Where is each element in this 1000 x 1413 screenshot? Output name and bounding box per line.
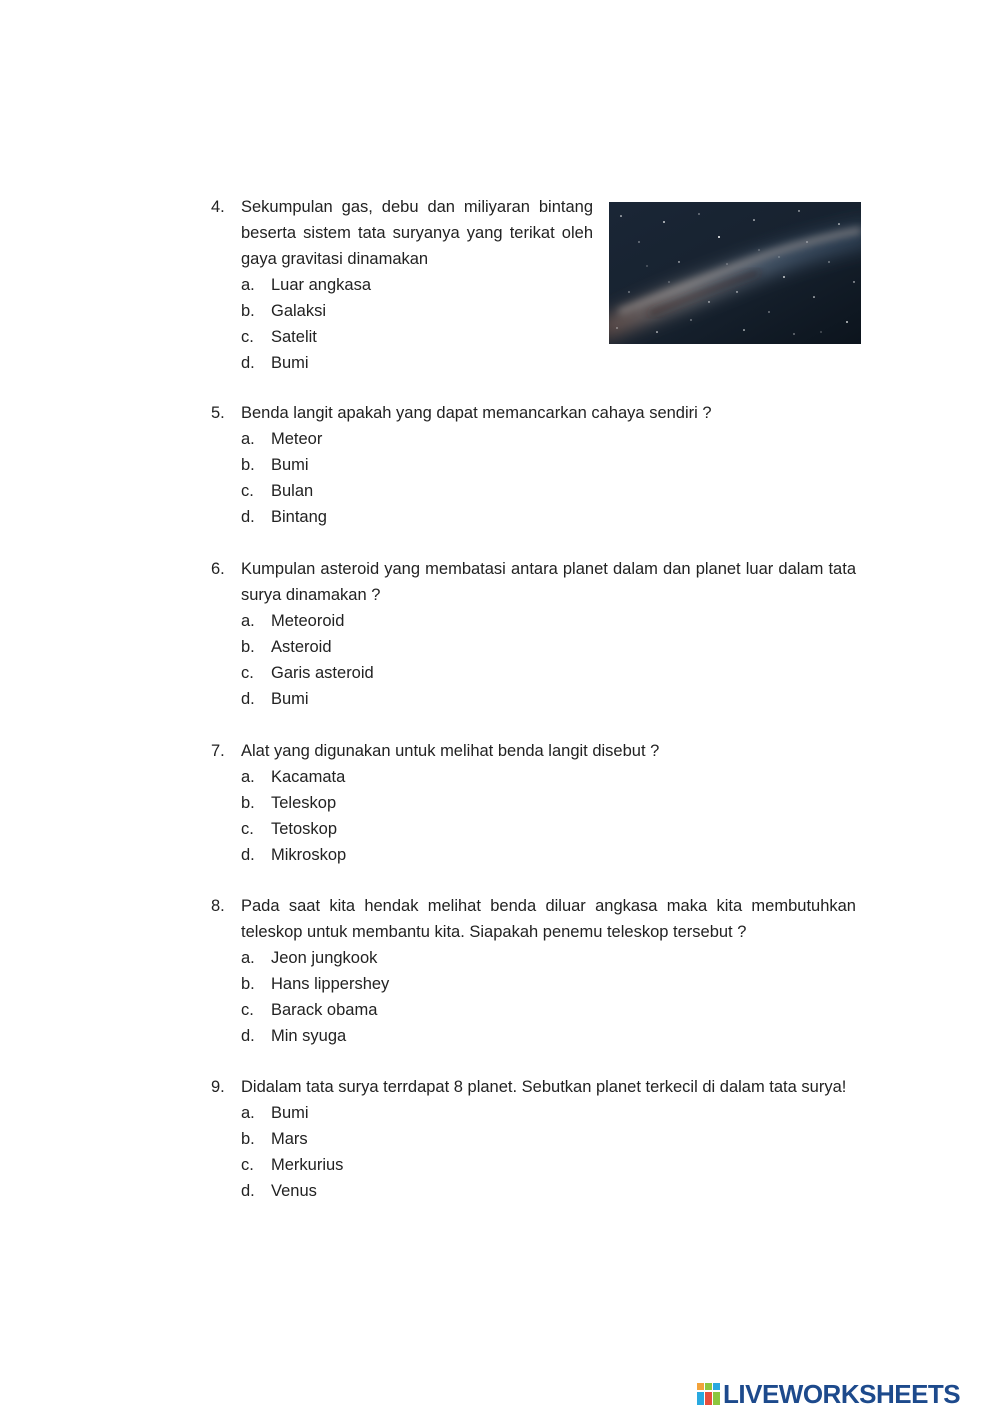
option-text: Galaksi [271,302,327,320]
option-letter: c. [241,1001,254,1019]
option-text: Merkurius [271,1156,344,1174]
option-text: Tetoskop [271,820,338,838]
option-c[interactable] [241,660,856,686]
option-letter: c. [241,664,254,682]
option-letter: b. [241,302,255,320]
liveworksheets-icon [697,1381,721,1407]
option-text: Venus [271,1182,317,1200]
option-text: Bumi [271,456,309,474]
option-letter: b. [241,1130,255,1148]
question-7 [211,738,856,868]
option-text: Bintang [271,508,327,526]
question-8 [211,893,856,1049]
question-text: Kumpulan asteroid yang membatasi antara planet dalam dan planet luar dalam tata surya dinamakan ? [241,560,856,604]
option-b[interactable] [241,790,856,816]
option-text: Jeon jungkook [271,949,378,967]
option-list [241,764,856,868]
milky-way-galaxy-photo [609,202,861,344]
question-number: 8. [211,897,225,915]
option-a[interactable] [241,764,856,790]
question-text: Didalam tata surya terrdapat 8 planet. Sebutkan planet terkecil di dalam tata surya! [241,1078,847,1096]
option-d[interactable] [241,1178,856,1204]
option-b[interactable] [241,452,856,478]
question-number: 6. [211,560,225,578]
option-letter: c. [241,482,254,500]
option-text: Bulan [271,482,314,500]
liveworksheets-logo[interactable] [697,1378,960,1410]
option-letter: c. [241,328,254,346]
option-text: Meteoroid [271,612,345,630]
option-letter: b. [241,638,255,656]
option-letter: d. [241,354,255,372]
option-d[interactable] [241,350,856,376]
question-6 [211,556,856,712]
option-d[interactable] [241,1023,856,1049]
question-text: Pada saat kita hendak melihat benda diluar angkasa maka kita membutuhkan teleskop untuk membantu kita. Siapakah penemu teleskop tersebut ? [241,897,856,941]
option-letter: d. [241,1027,255,1045]
option-letter: a. [241,949,255,967]
question-number: 7. [211,742,225,760]
option-d[interactable] [241,842,856,868]
option-letter: c. [241,1156,254,1174]
option-letter: d. [241,690,255,708]
option-c[interactable] [241,816,856,842]
option-text: Barack obama [271,1001,378,1019]
option-letter: c. [241,820,254,838]
question-number: 5. [211,404,225,422]
option-text: Luar angkasa [271,276,371,294]
option-b[interactable] [241,1126,856,1152]
galaxy-image [609,202,861,344]
option-letter: a. [241,768,255,786]
question-text: Sekumpulan gas, debu dan miliyaran bintang beserta sistem tata suryanya yang terikat oleh gaya gravitasi dinamakan [241,198,593,268]
question-text: Benda langit apakah yang dapat memancarkan cahaya sendiri ? [241,404,712,422]
question-text: Alat yang digunakan untuk melihat benda langit disebut ? [241,742,660,760]
option-text: Mars [271,1130,308,1148]
option-letter: a. [241,612,255,630]
option-letter: d. [241,846,255,864]
option-text: Satelit [271,328,317,346]
option-text: Min syuga [271,1027,347,1045]
option-a[interactable] [241,1100,856,1126]
option-text: Meteor [271,430,323,448]
option-a[interactable] [241,426,856,452]
option-d[interactable] [241,504,856,530]
option-c[interactable] [241,997,856,1023]
question-number: 4. [211,198,225,216]
option-letter: d. [241,508,255,526]
option-a[interactable] [241,608,856,634]
option-b[interactable] [241,634,856,660]
question-number: 9. [211,1078,225,1096]
option-letter: b. [241,456,255,474]
option-text: Bumi [271,690,309,708]
option-text: Kacamata [271,768,346,786]
option-a[interactable] [241,945,856,971]
option-letter: a. [241,430,255,448]
option-letter: d. [241,1182,255,1200]
option-list [241,608,856,712]
option-list [241,1100,856,1204]
option-text: Teleskop [271,794,337,812]
option-letter: b. [241,794,255,812]
option-text: Garis asteroid [271,664,374,682]
option-b[interactable] [241,971,856,997]
option-letter: a. [241,276,255,294]
option-letter: a. [241,1104,255,1122]
option-text: Asteroid [271,638,332,656]
option-text: Bumi [271,1104,309,1122]
option-text: Mikroskop [271,846,347,864]
option-d[interactable] [241,686,856,712]
option-list [241,426,856,530]
option-text: Bumi [271,354,309,372]
option-c[interactable] [241,1152,856,1178]
liveworksheets-wordmark: LIVEWORKSHEETS [723,1378,961,1409]
option-c[interactable] [241,478,856,504]
option-text: Hans lippershey [271,975,390,993]
question-5 [211,400,856,530]
option-list [241,945,856,1049]
option-letter: b. [241,975,255,993]
question-9 [211,1074,856,1204]
